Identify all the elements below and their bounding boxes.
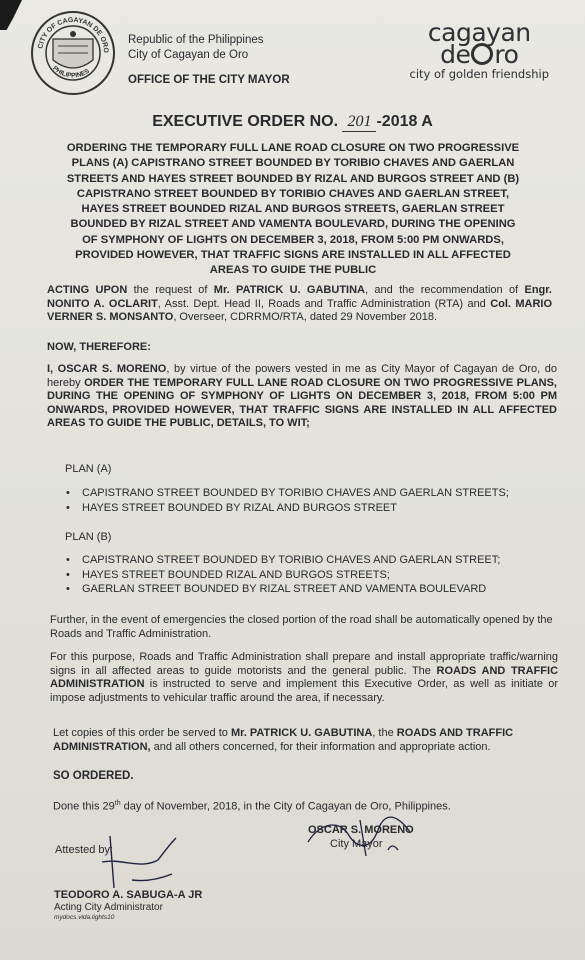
republic-line: Republic of the Philippines: [128, 34, 264, 46]
svg-text:CITY OF CAGAYAN DE ORO: CITY OF CAGAYAN DE ORO: [37, 16, 110, 54]
attesting-officer-name: TEODORO A. SABUGA-A JR: [54, 889, 203, 901]
emergency-paragraph: Further, in the event of emergencies the closed portion of the road shall be automatically opened by the Roads and Traffic Administration.: [50, 614, 553, 640]
brand-tagline: city of golden friendship: [409, 67, 549, 81]
office-line: OFFICE OF THE CITY MAYOR: [128, 74, 290, 86]
mayor-signature-block: [308, 823, 414, 851]
list-item: • CAPISTRANO STREET BOUNDED BY TORIBIO CHAVES AND GAERLAN STREET;: [62, 553, 500, 568]
attested-by-label: Attested by:: [55, 844, 114, 856]
city-line: City of Cagayan de Oro: [128, 49, 249, 61]
so-ordered: SO ORDERED.: [53, 770, 134, 782]
done-date-line: Done this 29th day of November, 2018, in the City of Cagayan de Oro, Philippines.: [53, 800, 451, 813]
attesting-signature: [92, 830, 192, 892]
now-therefore-heading: NOW, THEREFORE:: [47, 341, 151, 353]
executive-order-title: EXECUTIVE ORDER NO. 201 -2018 A: [152, 113, 433, 130]
purpose-paragraph: For this purpose, Roads and Traffic Administration shall prepare and install appropriate traffic/warning signs in all affected areas to guide motorists and the general public. The ROADS AND TRAFFIC ADMINISTRATION is instructed to serve and implement this Executive Order, as well as initiate or impose adjustments to vehicular traffic around the area, if necessary.: [50, 651, 559, 704]
attesting-officer-title: Acting City Administrator: [54, 902, 163, 913]
order-number: 201: [342, 113, 376, 132]
torn-corner: [0, 0, 22, 30]
letterhead: [128, 33, 290, 88]
list-item: • HAYES STREET BOUNDED BY RIZAL AND BURGOS STREET: [62, 501, 509, 516]
plan-b-list: [62, 553, 500, 597]
plan-a-list: [62, 486, 509, 515]
order-paragraph: I, OSCAR S. MORENO, by virtue of the powers vested in me as City Mayor of Cagayan de Oro, do hereby ORDER THE TEMPORARY FULL LANE ROAD CLOSURE ON TWO PROGRESSIVE PLANS, DURING THE OPENING OF SYMPHONY OF LIGHTS ON DECEMBER 3, 2018, FROM 5:00 PM ONWARDS, PROVIDED HOWEVER, THAT TRAFFIC SIGNS ARE INSTALLED IN ALL AFFECTED AREAS TO GUIDE THE PUBLIC, DETAILS, TO WIT;: [47, 363, 557, 430]
svg-text:PHILIPPINES: PHILIPPINES: [51, 64, 91, 80]
plan-a-label: PLAN (A): [65, 463, 112, 475]
document-reference: mydocs.vida.lights10: [54, 914, 115, 921]
list-item: • CAPISTRANO STREET BOUNDED BY TORIBIO CHAVES AND GAERLAN STREETS;: [62, 486, 509, 501]
order-subject: ORDERING THE TEMPORARY FULL LANE ROAD CLOSURE ON TWO PROGRESSIVE PLANS (A) CAPISTRANO STREET BOUNDED BY TORIBIO CHAVES AND GAERLAN STREETS AND HAYES STREET BOUNDED BY RIZAL AND BURGOS STREET AND (B) CAPISTRANO STREET BOUNDED BY TORIBIO CHAVES AND GAERLAN STREET, HAYES STREET BOUNDED RIZAL AND BURGOS STREETS, GAERLAN STREET BOUNDED BY RIZAL STREET AND VAMENTA BOULEVARD, DURING THE OPENING OF SYMPHONY OF LIGHTS ON DECEMBER 3, 2018, FROM 5:00 PM ONWARDS, PROVIDED HOWEVER, THAT TRAFFIC SIGNS ARE INSTALLED IN ALL AFFECTED AREAS TO GUIDE THE PUBLIC: [66, 142, 520, 277]
brand-line-1: cagayan: [427, 18, 531, 47]
list-item: • HAYES STREET BOUNDED RIZAL AND BURGOS STREETS;: [62, 568, 500, 583]
city-brand-logo: [409, 18, 550, 81]
brand-line-2: de ro: [440, 40, 519, 69]
acting-upon-paragraph: ACTING UPON the request of Mr. PATRICK U. GABUTINA, and the recommendation of Engr. NONITO A. OCLARIT, Asst. Dept. Head II, Roads and Traffic Administration (RTA) and Col. MARIO VERNER S. MONSANTO, Overseer, CDRRMO/RTA, dated 29 November 2018.: [47, 284, 552, 324]
mayor-title: City Mayor: [330, 838, 383, 850]
list-item: • GAERLAN STREET BOUNDED BY RIZAL STREET AND VAMENTA BOULEVARD: [62, 582, 500, 597]
plan-b-label: PLAN (B): [65, 531, 112, 543]
brand-o-icon: [471, 43, 493, 65]
copies-paragraph: Let copies of this order be served to Mr. PATRICK U. GABUTINA, the ROADS AND TRAFFIC ADMINISTRATION, and all others concerned, for their information and appropriate action.: [53, 727, 514, 753]
mayor-name: OSCAR S. MORENO: [308, 824, 414, 836]
city-seal-icon: [30, 10, 116, 96]
